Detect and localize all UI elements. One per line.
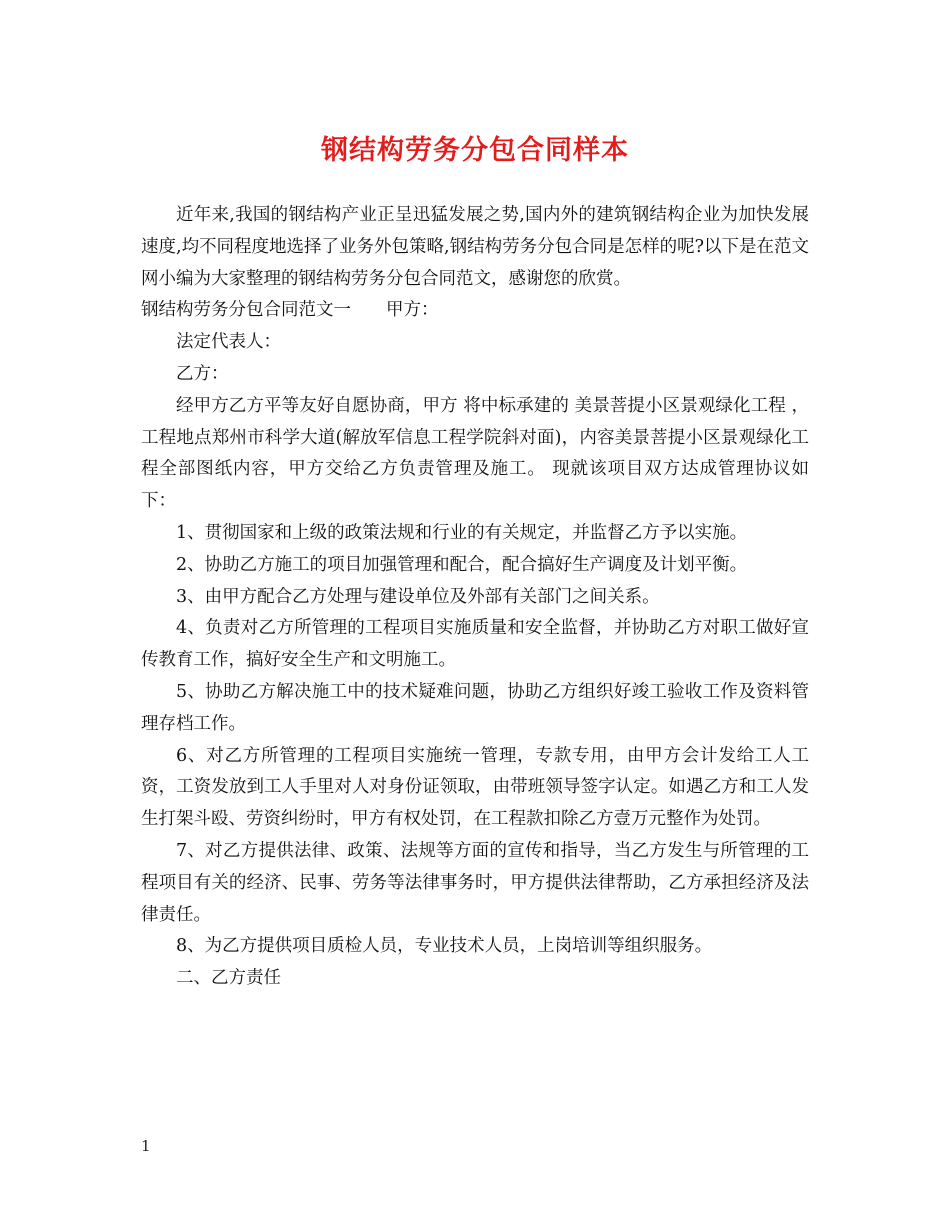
- document-title: 钢结构劳务分包合同样本: [321, 135, 629, 166]
- paragraph-clause-8: 8、为乙方提供项目质检人员，专业技术人员，上岗培训等组织服务。: [176, 936, 713, 957]
- paragraph-intro: 近年来,我国的钢结构产业正呈迅猛发展之势,国内外的建筑钢结构企业为加快发展速度,均不同程度地选择了业务外包策略,钢结构劳务分包合同是怎样的呢?以下是在范文网小编为大家整理的钢结构劳务分包合同范文，感谢您的欣赏。: [141, 205, 810, 289]
- paragraph-contract-heading: 钢结构劳务分包合同范文一 甲方：: [141, 300, 439, 321]
- paragraph-clause-7: 7、对乙方提供法律、政策、法规等方面的宣传和指导，当乙方发生与所管理的工程项目有关的经济、民事、劳务等法律事务时，甲方提供法律帮助，乙方承担经济及法律责任。: [141, 840, 809, 925]
- paragraph-party-b: 乙方：: [176, 363, 229, 384]
- paragraph-clause-6: 6、对乙方所管理的工程项目实施统一管理，专款专用，由甲方会计发给工人工资，工资发放到工人手里对人对身份证领取，由带班领导签字认定。如遇乙方和工人发生打架斗殴、劳资纠纷时，甲方有权处罚，在工程款扣除乙方壹万元整作为处罚。: [141, 745, 809, 830]
- paragraph-agreement: 经甲方乙方平等友好自愿协商，甲方 将中标承建的 美景菩提小区景观绿化工程 ，工程地点郑州市科学大道(解放军信息工程学院斜对面)，内容美景菩提小区景观绿化工程全部图纸内容，甲方交给乙方负责管理及施工。 现就该项目双方达成管理协议如下：: [141, 395, 809, 512]
- paragraph-section-2-heading: 二、乙方责任: [176, 968, 281, 989]
- paragraph-legal-representative: 法定代表人：: [176, 332, 281, 353]
- paragraph-clause-3: 3、由甲方配合乙方处理与建设单位及外部有关部门之间关系。: [176, 586, 660, 607]
- paragraph-clause-5: 5、协助乙方解决施工中的技术疑难问题，协助乙方组织好竣工验收工作及资料管理存档工作。: [141, 681, 809, 734]
- page-number: 1: [141, 1137, 151, 1155]
- paragraph-clause-2: 2、协助乙方施工的项目加强管理和配合，配合搞好生产调度及计划平衡。: [176, 554, 748, 575]
- paragraph-clause-1: 1、贯彻国家和上级的政策法规和行业的有关规定，并监督乙方予以实施。: [176, 522, 748, 543]
- document-body: [141, 200, 809, 995]
- paragraph-clause-4: 4、负责对乙方所管理的工程项目实施质量和安全监督，并协助乙方对职工做好宣传教育工作，搞好安全生产和文明施工。: [141, 618, 809, 671]
